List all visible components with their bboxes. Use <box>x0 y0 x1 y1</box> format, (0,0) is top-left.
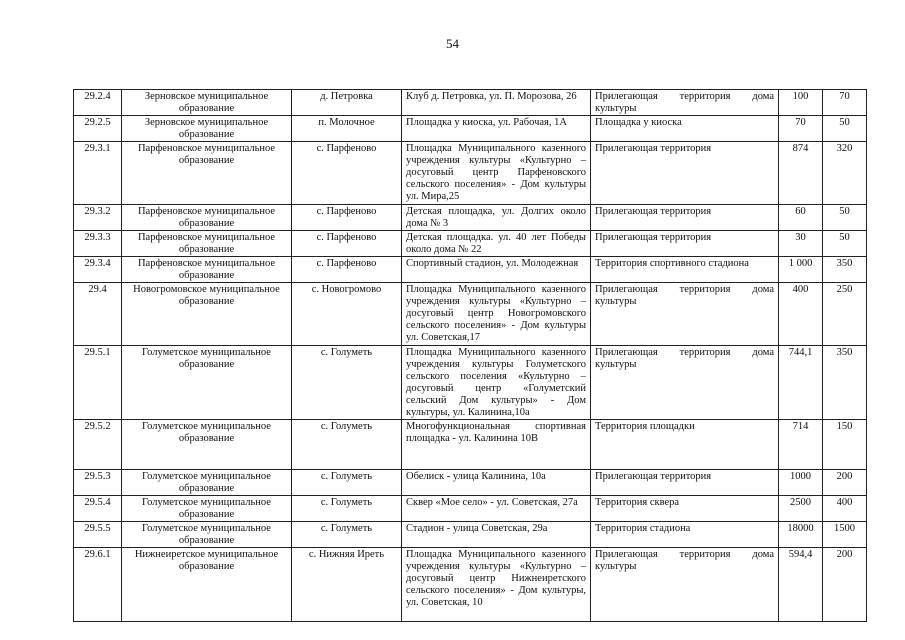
municipality-cell: Новогромовское муниципальное образование <box>122 283 292 346</box>
public-events-sites-table <box>73 89 867 622</box>
zone-cell: Прилегающая территория дома культуры <box>591 90 779 116</box>
table-row <box>74 470 867 496</box>
address-cell: Площадка у киоска, ул. Рабочая, 1А <box>402 116 591 142</box>
address-cell: Детская площадка. ул. 40 лет Победы около дома № 22 <box>402 231 591 257</box>
municipality-cell: Нижнеиретское муниципальное образование <box>122 548 292 622</box>
table-row <box>74 90 867 116</box>
row-number-cell: 29.5.5 <box>74 522 122 548</box>
area-cell: 70 <box>779 116 823 142</box>
row-number-cell: 29.2.4 <box>74 90 122 116</box>
capacity-cell: 250 <box>823 283 867 346</box>
settlement-cell: с. Голуметь <box>292 420 402 470</box>
capacity-cell: 1500 <box>823 522 867 548</box>
zone-cell: Прилегающая территория <box>591 142 779 205</box>
area-cell: 2500 <box>779 496 823 522</box>
zone-cell: Площадка у киоска <box>591 116 779 142</box>
area-cell: 400 <box>779 283 823 346</box>
table-row <box>74 346 867 420</box>
address-cell: Стадион - улица Советская, 29а <box>402 522 591 548</box>
address-cell: Площадка Муниципального казенного учреждения культуры «Культурно – досуговый центр Парфеновского сельского поселения» - Дом культуры ул. Мира,25 <box>402 142 591 205</box>
capacity-cell: 70 <box>823 90 867 116</box>
area-cell: 60 <box>779 205 823 231</box>
settlement-cell: с. Новогромово <box>292 283 402 346</box>
table-row <box>74 522 867 548</box>
table-row <box>74 283 867 346</box>
area-cell: 30 <box>779 231 823 257</box>
zone-cell: Территория площадки <box>591 420 779 470</box>
row-number-cell: 29.5.4 <box>74 496 122 522</box>
municipality-cell: Парфеновское муниципальное образование <box>122 257 292 283</box>
address-cell: Многофункциональная спортивная площадка - ул. Калинина 10В <box>402 420 591 470</box>
settlement-cell: с. Голуметь <box>292 496 402 522</box>
table-row <box>74 548 867 622</box>
capacity-cell: 200 <box>823 548 867 622</box>
municipality-cell: Голуметское муниципальное образование <box>122 522 292 548</box>
table-body <box>74 90 867 622</box>
capacity-cell: 350 <box>823 346 867 420</box>
row-number-cell: 29.2.5 <box>74 116 122 142</box>
capacity-cell: 320 <box>823 142 867 205</box>
row-number-cell: 29.3.3 <box>74 231 122 257</box>
zone-cell: Территория сквера <box>591 496 779 522</box>
table-row <box>74 257 867 283</box>
capacity-cell: 50 <box>823 205 867 231</box>
zone-cell: Прилегающая территория дома культуры <box>591 548 779 622</box>
table-row <box>74 205 867 231</box>
table-row <box>74 420 867 470</box>
address-cell: Сквер «Мое село» - ул. Советская, 27а <box>402 496 591 522</box>
area-cell: 1000 <box>779 470 823 496</box>
table-row <box>74 142 867 205</box>
zone-cell: Территория стадиона <box>591 522 779 548</box>
address-cell: Клуб д. Петровка, ул. П. Морозова, 26 <box>402 90 591 116</box>
municipality-cell: Парфеновское муниципальное образование <box>122 205 292 231</box>
settlement-cell: с. Парфеново <box>292 142 402 205</box>
page-number: 54 <box>446 36 459 51</box>
address-cell: Обелиск - улица Калинина, 10а <box>402 470 591 496</box>
settlement-cell: д. Петровка <box>292 90 402 116</box>
settlement-cell: с. Парфеново <box>292 257 402 283</box>
municipality-cell: Парфеновское муниципальное образование <box>122 142 292 205</box>
address-cell: Площадка Муниципального казенного учреждения культуры «Культурно – досуговый центр Нижнеиретского сельского поселения» - Дом культуры, ул. Советская, 10 <box>402 548 591 622</box>
area-cell: 18000 <box>779 522 823 548</box>
settlement-cell: п. Молочное <box>292 116 402 142</box>
capacity-cell: 200 <box>823 470 867 496</box>
table-row <box>74 116 867 142</box>
area-cell: 594,4 <box>779 548 823 622</box>
zone-cell: Прилегающая территория <box>591 205 779 231</box>
row-number-cell: 29.5.1 <box>74 346 122 420</box>
settlement-cell: с. Парфеново <box>292 205 402 231</box>
settlement-cell: с. Голуметь <box>292 470 402 496</box>
address-cell: Детская площадка, ул. Долгих около дома № 3 <box>402 205 591 231</box>
area-cell: 100 <box>779 90 823 116</box>
zone-cell: Прилегающая территория дома культуры <box>591 346 779 420</box>
area-cell: 744,1 <box>779 346 823 420</box>
area-cell: 874 <box>779 142 823 205</box>
row-number-cell: 29.5.3 <box>74 470 122 496</box>
table-row <box>74 231 867 257</box>
row-number-cell: 29.4 <box>74 283 122 346</box>
municipality-cell: Голуметское муниципальное образование <box>122 470 292 496</box>
settlement-cell: с. Нижняя Иреть <box>292 548 402 622</box>
row-number-cell: 29.5.2 <box>74 420 122 470</box>
row-number-cell: 29.3.1 <box>74 142 122 205</box>
municipality-cell: Голуметское муниципальное образование <box>122 496 292 522</box>
row-number-cell: 29.3.2 <box>74 205 122 231</box>
capacity-cell: 50 <box>823 231 867 257</box>
capacity-cell: 350 <box>823 257 867 283</box>
municipality-cell: Парфеновское муниципальное образование <box>122 231 292 257</box>
municipality-cell: Зерновское муниципальное образование <box>122 116 292 142</box>
zone-cell: Прилегающая территория <box>591 231 779 257</box>
area-cell: 1 000 <box>779 257 823 283</box>
capacity-cell: 150 <box>823 420 867 470</box>
capacity-cell: 50 <box>823 116 867 142</box>
settlement-cell: с. Парфеново <box>292 231 402 257</box>
table-row <box>74 496 867 522</box>
municipality-cell: Зерновское муниципальное образование <box>122 90 292 116</box>
municipality-cell: Голуметское муниципальное образование <box>122 346 292 420</box>
municipality-cell: Голуметское муниципальное образование <box>122 420 292 470</box>
row-number-cell: 29.3.4 <box>74 257 122 283</box>
address-cell: Спортивный стадион, ул. Молодежная <box>402 257 591 283</box>
capacity-cell: 400 <box>823 496 867 522</box>
area-cell: 714 <box>779 420 823 470</box>
address-cell: Площадка Муниципального казенного учреждения культуры Голуметского сельского поселения «Культурно – досуговый центр «Голуметский сельский Дом культуры» - Дом культуры, ул. Калинина,10а <box>402 346 591 420</box>
zone-cell: Территория спортивного стадиона <box>591 257 779 283</box>
settlement-cell: с. Голуметь <box>292 522 402 548</box>
address-cell: Площадка Муниципального казенного учреждения культуры «Культурно – досуговый центр Новогромовского сельского поселения» - Дом культуры ул. Советская,17 <box>402 283 591 346</box>
row-number-cell: 29.6.1 <box>74 548 122 622</box>
settlement-cell: с. Голуметь <box>292 346 402 420</box>
zone-cell: Прилегающая территория <box>591 470 779 496</box>
zone-cell: Прилегающая территория дома культуры <box>591 283 779 346</box>
